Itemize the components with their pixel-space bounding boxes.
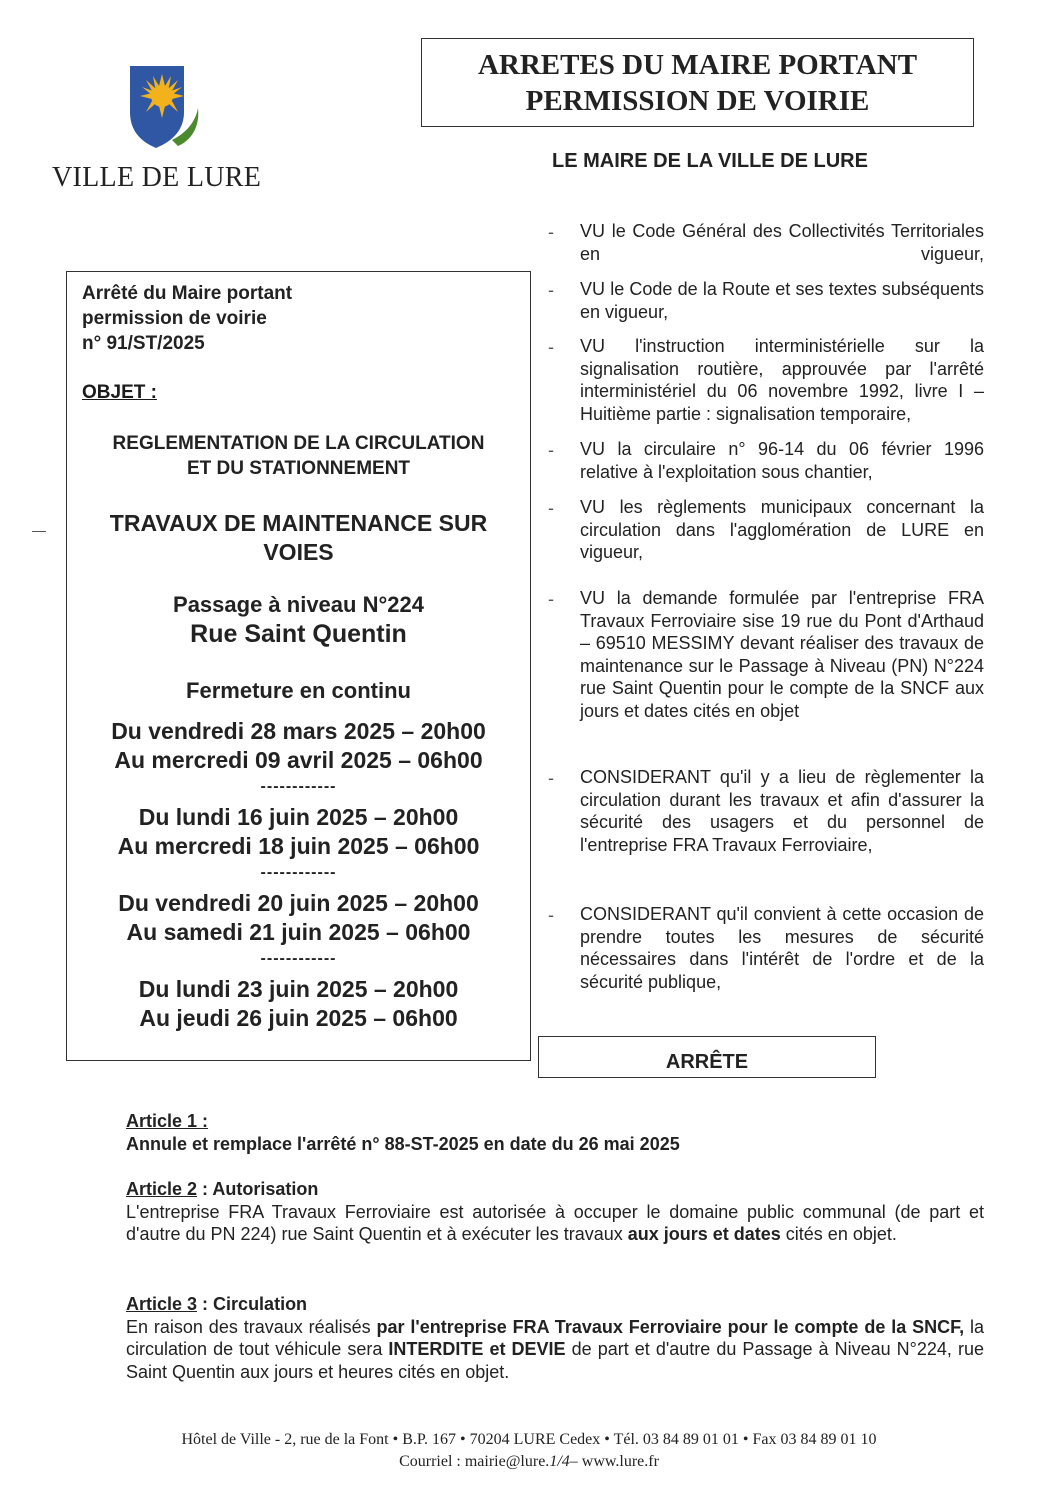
decree-reference: Arrêté du Maire portant: [82, 283, 293, 304]
document-title-box: [421, 38, 974, 127]
period-start: Du vendredi 20 juin 2025 – 20h00: [118, 890, 479, 916]
regulation-heading: [66, 431, 531, 481]
crossing-label: Passage à niveau N°224: [173, 592, 424, 617]
arrete-heading: ARRÊTE: [538, 1036, 876, 1078]
list-bullet: -: [548, 222, 554, 242]
consideration-item: VU le Code de la Route et ses textes subséquents en vigueur,: [580, 279, 984, 322]
list-bullet: -: [548, 498, 554, 518]
page-footer: [100, 1429, 958, 1473]
article-heading: Autorisation: [212, 1179, 319, 1199]
list-bullet: -: [548, 768, 554, 788]
article-label: Article 2: [126, 1179, 198, 1199]
object-label: OBJET :: [82, 382, 157, 403]
sun-shield-icon: [126, 60, 204, 150]
list-bullet: -: [548, 280, 554, 300]
consideration-item: VU l'instruction interministérielle sur la signalisation routière, approuvée par l'arrêté interministériel du 06 novembre 1992, livre I – Huitième partie : signalisation temporaire,: [580, 336, 984, 424]
period-start: Du lundi 16 juin 2025 – 20h00: [138, 804, 459, 830]
consideration-item: VU la demande formulée par l'entreprise FRA Travaux Ferroviaire sise 19 rue du Pont d'Arthaud – 69510 MESSIMY devant réaliser des travaux de maintenance sur le Passage à Niveau (PN) N°224 rue Saint Quentin pour le compte de la SNCF aux jours et dates cités en objet: [580, 588, 984, 721]
mayor-heading: LE MAIRE DE LA VILLE DE LURE: [552, 150, 868, 172]
article-label: Article 3: [126, 1294, 198, 1314]
article-label: Article 1: [126, 1111, 198, 1131]
period-3: [66, 889, 531, 947]
period-end: Au samedi 21 juin 2025 – 06h00: [126, 919, 471, 945]
article-body: En raison des travaux réalisés par l'entreprise FRA Travaux Ferroviaire pour le compte de la SNCF, la circulation de tout véhicule sera INTERDITE et DEVIE de part et d'autre du Passage à Niveau N°224, rue Saint Quentin aux jours et heures cités en objet.: [126, 1316, 984, 1382]
consideration-item: CONSIDERANT qu'il convient à cette occasion de prendre toutes les mesures de sécurité nécessaires dans l'intérêt de l'ordre et de la sécurité publique,: [580, 904, 984, 992]
article-1: [126, 1110, 984, 1155]
period-start: Du vendredi 28 mars 2025 – 20h00: [111, 718, 486, 744]
list-bullet: -: [548, 589, 554, 609]
footer-address: Hôtel de Ville - 2, rue de la Font • B.P. 167 • 70204 LURE Cedex • Tél. 03 84 89 01 01 • Fax 03 84 89 01 10: [181, 1431, 877, 1448]
decree-number: n° 91/ST/2025: [82, 333, 205, 354]
consideration-item: VU les règlements municipaux concernant la circulation dans l'agglomération de LURE en vigueur,: [580, 497, 984, 563]
works-heading: [66, 509, 531, 567]
closure-label: Fermeture en continu: [186, 678, 411, 703]
street-label: Rue Saint Quentin: [190, 620, 407, 648]
article-3: [126, 1293, 984, 1383]
article-2: [126, 1178, 984, 1246]
decree-reference: permission de voirie: [82, 308, 267, 329]
period-4: [66, 975, 531, 1033]
consideration-item: CONSIDERANT qu'il y a lieu de règlementer la circulation durant les travaux et afin d'assurer la sécurité des usagers et du personnel de l'entreprise FRA Travaux Ferroviaire,: [580, 767, 984, 855]
period-1: [66, 717, 531, 775]
page-number: 1/4: [549, 1453, 570, 1470]
article-heading: Circulation: [213, 1294, 308, 1314]
city-logo: [126, 60, 204, 150]
period-end: Au jeudi 26 juin 2025 – 06h00: [139, 1005, 458, 1031]
footer-contact: Courriel : mairie@lure.1/4– www.lure.fr: [399, 1453, 659, 1470]
period-end: Au mercredi 18 juin 2025 – 06h00: [117, 833, 480, 859]
list-bullet: -: [548, 905, 554, 925]
period-separator: ------------: [260, 778, 337, 795]
list-bullet: -: [548, 440, 554, 460]
article-separator: :: [197, 1179, 213, 1199]
period-separator: ------------: [260, 864, 337, 881]
period-separator: ------------: [260, 950, 337, 967]
works-line: TRAVAUX DE MAINTENANCE SUR: [109, 510, 488, 536]
consideration-item: VU la circulaire n° 96-14 du 06 février 1996 relative à l'exploitation sous chantier,: [580, 439, 984, 482]
article-separator: :: [197, 1294, 214, 1314]
article-body: L'entreprise FRA Travaux Ferroviaire est autorisée à occuper le domaine public communal (de part et d'autre du PN 224) rue Saint Quentin et à exécuter les travaux aux jours et dates cités en objet.: [126, 1201, 984, 1245]
city-name: VILLE DE LURE: [52, 162, 262, 193]
article-body: Annule et remplace l'arrêté n° 88-ST-2025 en date du 26 mai 2025: [126, 1133, 680, 1154]
title-line: ARRETES DU MAIRE PORTANT: [477, 48, 918, 81]
regulation-line: ET DU STATIONNEMENT: [186, 458, 411, 479]
consideration-item: VU le Code Général des Collectivités Territoriales en vigueur,: [580, 221, 984, 264]
regulation-line: REGLEMENTATION DE LA CIRCULATION: [112, 433, 485, 454]
works-line: VOIES: [263, 539, 334, 565]
period-end: Au mercredi 09 avril 2025 – 06h00: [114, 747, 483, 773]
list-bullet: -: [548, 337, 554, 357]
period-start: Du lundi 23 juin 2025 – 20h00: [138, 976, 459, 1002]
article-separator: :: [197, 1111, 209, 1131]
period-2: [66, 803, 531, 861]
margin-mark: [32, 531, 46, 532]
title-line: PERMISSION DE VOIRIE: [525, 84, 870, 117]
